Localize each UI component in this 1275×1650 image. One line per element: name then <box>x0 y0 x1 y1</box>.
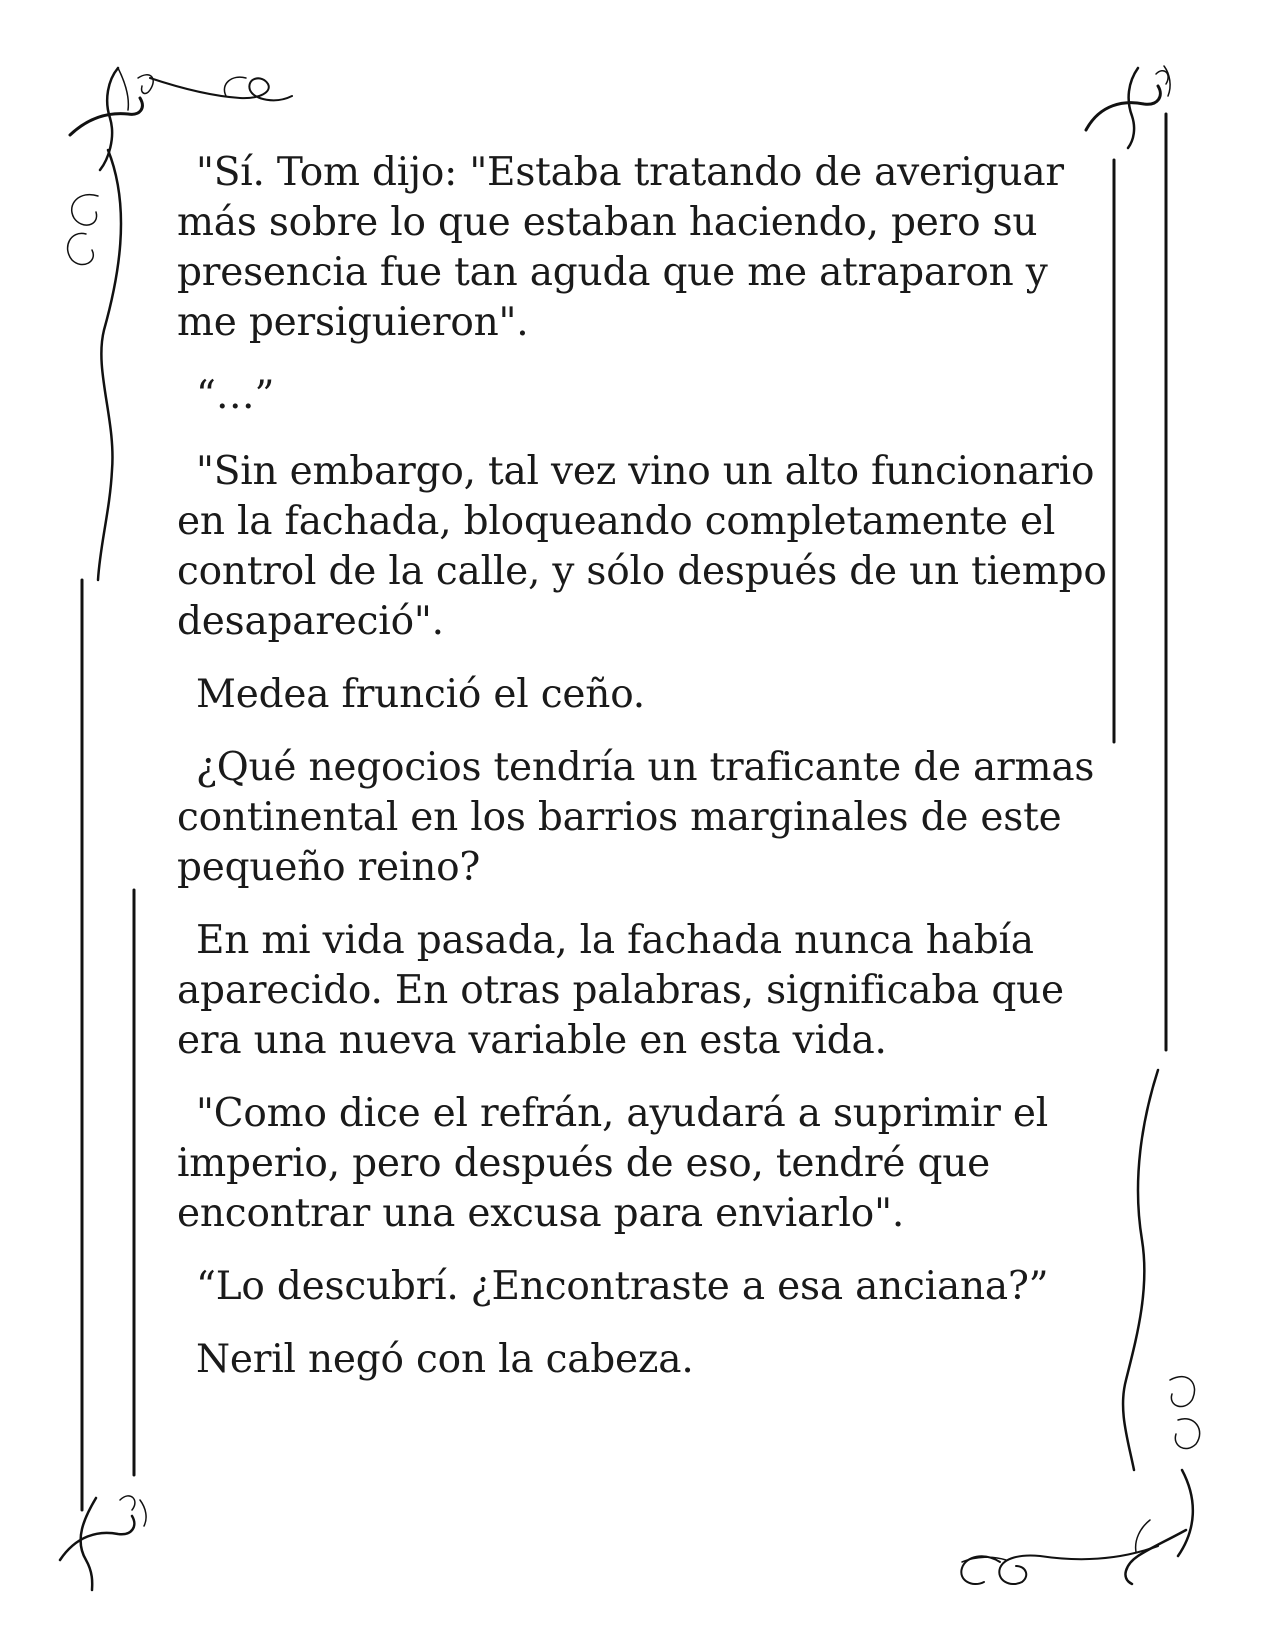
body-text <box>177 148 1107 1408</box>
paragraph-1: "Sí. Tom dijo: "Estaba tratando de averiguar más sobre lo que estaban haciendo, pero su presencia fue tan aguda que me atraparon y me persiguieron". <box>177 150 1064 345</box>
paragraph-6: En mi vida pasada, la fachada nunca había aparecido. En otras palabras, significaba que era una nueva variable en esta vida. <box>177 918 1064 1063</box>
paragraph-4: Medea frunció el ceño. <box>196 672 645 717</box>
top-right-flourish <box>1086 66 1170 148</box>
paragraph-9: Neril negó con la cabeza. <box>196 1337 694 1382</box>
bottom-left-flourish <box>60 1496 146 1590</box>
paragraph-2: “…” <box>196 373 275 418</box>
paragraph-3: "Sin embargo, tal vez vino un alto funcionario en la fachada, bloqueando completamente el control de la calle, y sólo después de un tiempo desapareció". <box>177 449 1107 644</box>
paragraph-8: “Lo descubrí. ¿Encontraste a esa anciana?” <box>196 1264 1049 1309</box>
paragraph-5: ¿Qué negocios tendría un traficante de armas continental en los barrios marginales de este pequeño reino? <box>177 745 1095 890</box>
paragraph-7: "Como dice el refrán, ayudará a suprimir el imperio, pero después de eso, tendré que encontrar una excusa para enviarlo". <box>177 1091 1049 1236</box>
